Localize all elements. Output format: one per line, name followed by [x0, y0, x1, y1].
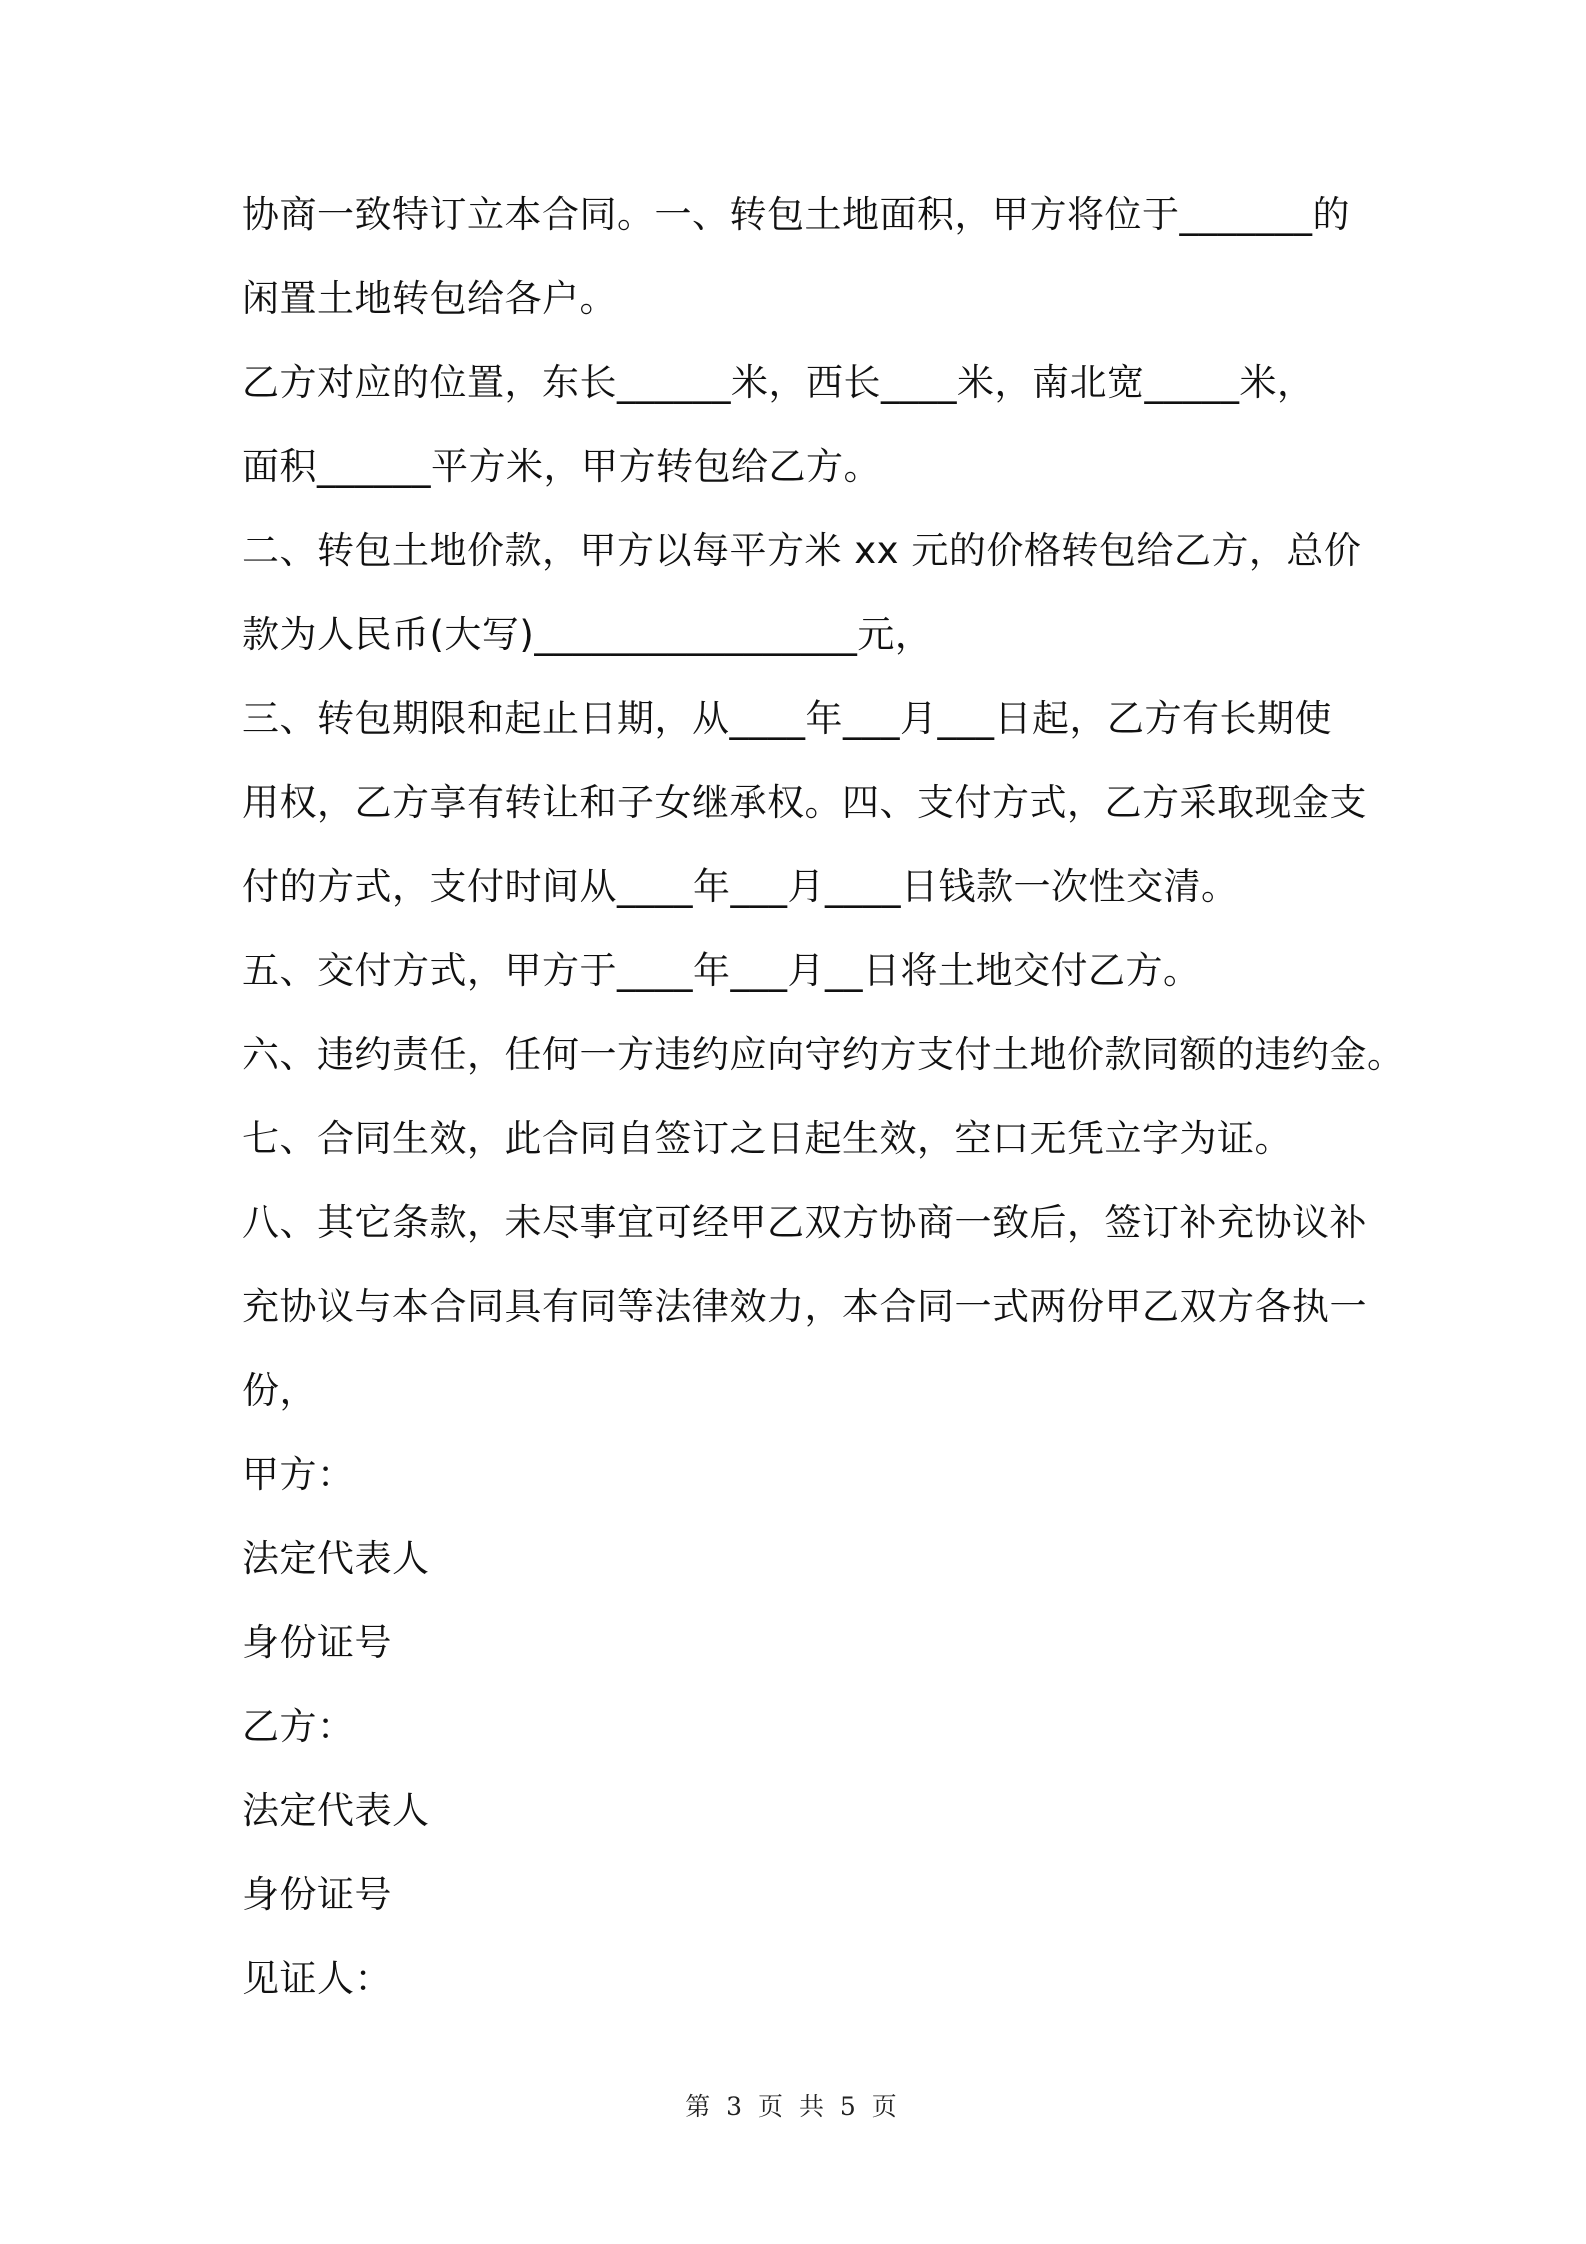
- text-line: 二、转包土地价款，甲方以每平方米 xx 元的价格转包给乙方，总价: [242, 529, 1362, 572]
- text-line: 用权，乙方享有转让和子女继承权。四、支付方式，乙方采取现金支: [242, 781, 1367, 824]
- party-a-label: 甲方：: [242, 1453, 355, 1496]
- party-b-label: 乙方：: [242, 1705, 355, 1748]
- text-line: 付的方式，支付时间从____年___月____日钱款一次性交清。: [242, 865, 1239, 908]
- text-line: 面积______平方米，甲方转包给乙方。: [242, 445, 881, 488]
- text-line: 八、其它条款，未尽事宜可经甲乙双方协商一致后，签订补充协议补: [242, 1201, 1367, 1244]
- legal-representative-label: 法定代表人: [242, 1537, 430, 1580]
- text-line: 协商一致特订立本合同。一、转包土地面积，甲方将位于_______的: [242, 193, 1350, 236]
- text-line: 充协议与本合同具有同等法律效力，本合同一式两份甲乙双方各执一: [242, 1285, 1367, 1328]
- text-line: 七、合同生效，此合同自签订之日起生效，空口无凭立字为证。: [242, 1117, 1292, 1160]
- id-number-label: 身份证号: [242, 1621, 392, 1664]
- text-line: 闲置土地转包给各户。: [242, 277, 617, 320]
- legal-representative-label: 法定代表人: [242, 1789, 430, 1832]
- text-line: 五、交付方式，甲方于____年___月__日将土地交付乙方。: [242, 949, 1201, 992]
- text-line: 六、违约责任，任何一方违约应向守约方支付土地价款同额的违约金。: [242, 1033, 1405, 1076]
- text-line: 乙方对应的位置，东长______米，西长____米，南北宽_____米，: [242, 361, 1315, 404]
- id-number-label: 身份证号: [242, 1873, 392, 1916]
- text-line: 款为人民币(大写)_________________元，: [242, 613, 933, 656]
- page-number-footer: 第 3 页 共 5 页: [685, 2092, 901, 2121]
- witness-label: 见证人：: [242, 1957, 392, 2000]
- text-line: 份，: [242, 1369, 317, 1412]
- text-line: 三、转包期限和起止日期，从____年___月___日起，乙方有长期使: [242, 697, 1332, 740]
